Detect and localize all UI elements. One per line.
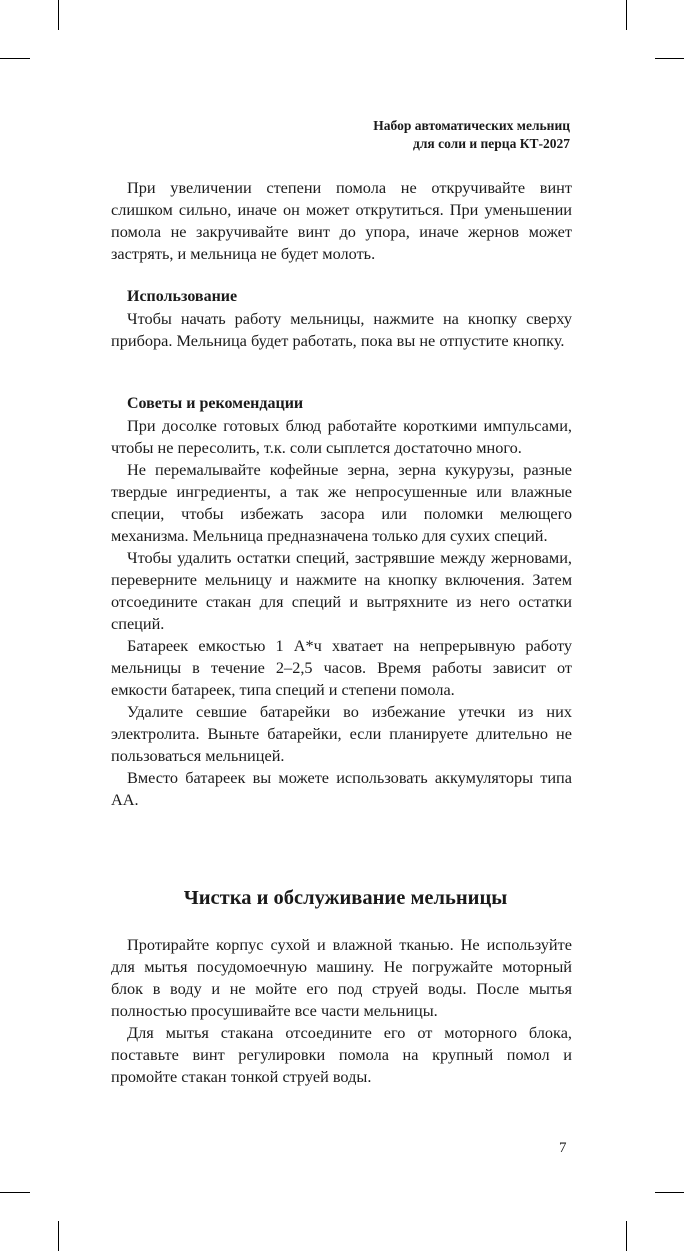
crop-mark-top-left-horizontal [0,58,30,59]
crop-mark-top-right-vertical [626,0,627,30]
running-header-line-2: для соли и перца КТ-2027 [413,136,570,151]
crop-mark-top-left-vertical [58,0,59,30]
crop-mark-bottom-right-horizontal [655,1192,684,1193]
paragraph: Чтобы удалить остатки специй, застрявшие между жерновами, переверните мельницу и нажмите на кнопку включения. Затем отсоедините стакан для специй и вытряхните из него остатки специй. [111,548,572,633]
running-header [373,117,570,153]
paragraph: Чтобы начать работу мельницы, нажмите на кнопку сверху прибора. Мельница будет работать, пока вы не отпустите кнопку. [111,309,572,350]
usage-heading: Использование [127,288,238,305]
usage-section [111,286,572,352]
paragraph: Протирайте корпус сухой и влажной тканью. Не используйте для мытья посудомоечную машину. Не погружайте моторный блок в воду и не мойте его под струей воды. После мытья полностью просушивайте все части мельницы. [111,935,572,1020]
intro-section [111,177,572,265]
paragraph: При досолке готовых блюд работайте короткими импульсами, чтобы не пересолить, т.к. соли сыплется достаточно много. [111,416,572,457]
running-header-line-1: Набор автоматических мельниц [373,118,570,133]
crop-mark-bottom-right-vertical [626,1221,627,1251]
page-number: 7 [559,1140,567,1156]
tips-heading: Советы и рекомендации [127,395,304,412]
tips-section [111,393,572,811]
crop-mark-top-right-horizontal [655,58,684,59]
paragraph: Для мытья стакана отсоедините его от моторного блока, поставьте винт регулировки помола на крупный помол и промойте стакан тонкой струей воды. [111,1023,572,1086]
cleaning-section-heading: Чистка и обслуживание мельницы [183,887,508,909]
paragraph: Не перемалывайте кофейные зерна, зерна кукурузы, разные твердые ингредиенты, а так же непросушенные или влажные специи, чтобы избежать засора или поломки мелющего механизма. Мельница предназначена только для сухих специй. [111,460,572,545]
paragraph: При увеличении степени помола не откручивайте винт слишком сильно, иначе он может открутиться. При уменьшении помола не закручивайте винт до упора, иначе жернов может застрять, и мельница не будет молоть. [111,178,572,263]
paragraph: Батареек емкостью 1 А*ч хватает на непрерывную работу мельницы в течение 2–2,5 часов. Время работы зависит от емкости батареек, типа специй и степени помола. [111,636,572,699]
cleaning-section [111,934,572,1088]
paragraph: Удалите севшие батарейки во избежание утечки из них электролита. Выньте батарейки, если планируете длительно не пользоваться мельницей. [111,702,572,765]
paragraph: Вместо батареек вы можете использовать аккумуляторы типа АА. [111,768,572,809]
crop-mark-bottom-left-vertical [58,1221,59,1251]
crop-mark-bottom-left-horizontal [0,1192,30,1193]
